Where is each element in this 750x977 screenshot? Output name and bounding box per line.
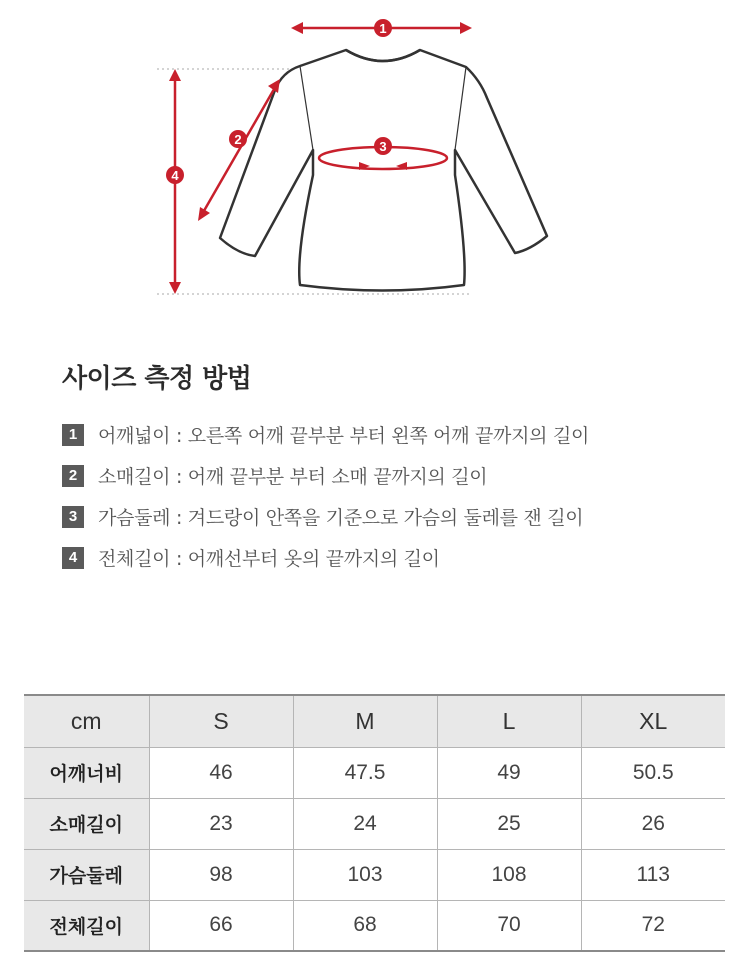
table-cell: 47.5 [293, 747, 437, 798]
svg-text:1: 1 [379, 21, 387, 36]
guide-number-badge: 3 [62, 506, 84, 528]
table-cell: 50.5 [581, 747, 725, 798]
guide-item-chest [62, 496, 589, 537]
size-header-xl: XL [581, 695, 725, 747]
table-cell: 108 [437, 849, 581, 900]
guide-list [62, 414, 589, 578]
table-cell: 46 [149, 747, 293, 798]
row-label: 가슴둘레 [24, 849, 149, 900]
table-row [24, 747, 725, 798]
row-label: 전체길이 [24, 900, 149, 951]
table-cell: 25 [437, 798, 581, 849]
guide-item-length [62, 537, 589, 578]
measurement-diagram [0, 0, 750, 320]
marker-4-icon [166, 166, 184, 184]
table-cell: 68 [293, 900, 437, 951]
size-header-s: S [149, 695, 293, 747]
table-row [24, 849, 725, 900]
table-cell: 66 [149, 900, 293, 951]
marker-1-icon [374, 19, 392, 37]
guide-number-badge: 4 [62, 547, 84, 569]
guide-text: 가슴둘레 : 겨드랑이 안쪽을 기준으로 가슴의 둘레를 잰 길이 [98, 507, 584, 529]
guide-text: 전체길이 : 어깨선부터 옷의 끝까지의 길이 [98, 548, 440, 570]
table-cell: 72 [581, 900, 725, 951]
guide-text: 어깨넓이 : 오른쪽 어깨 끝부분 부터 왼쪽 어깨 끝까지의 길이 [98, 425, 590, 447]
guide-text: 소매길이 : 어깨 끝부분 부터 소매 끝까지의 길이 [98, 466, 488, 488]
table-cell: 98 [149, 849, 293, 900]
svg-text:4: 4 [171, 168, 179, 183]
table-cell: 49 [437, 747, 581, 798]
table-row [24, 798, 725, 849]
table-cell: 113 [581, 849, 725, 900]
table-cell: 26 [581, 798, 725, 849]
table-cell: 24 [293, 798, 437, 849]
table-cell: 70 [437, 900, 581, 951]
size-table [24, 694, 725, 952]
unit-header: cm [24, 695, 149, 747]
svg-text:2: 2 [234, 132, 242, 147]
table-cell: 103 [293, 849, 437, 900]
guide-title: 사이즈 측정 방법 [62, 364, 252, 394]
marker-2-icon [229, 130, 247, 148]
guide-item-sleeve [62, 455, 589, 496]
size-header-m: M [293, 695, 437, 747]
marker-3-icon [374, 137, 392, 155]
size-header-l: L [437, 695, 581, 747]
svg-text:3: 3 [379, 139, 387, 154]
row-label: 소매길이 [24, 798, 149, 849]
table-cell: 23 [149, 798, 293, 849]
guide-item-shoulder [62, 414, 589, 455]
guide-number-badge: 1 [62, 424, 84, 446]
table-row [24, 900, 725, 951]
guide-number-badge: 2 [62, 465, 84, 487]
row-label: 어깨너비 [24, 747, 149, 798]
table-header-row [24, 695, 725, 747]
